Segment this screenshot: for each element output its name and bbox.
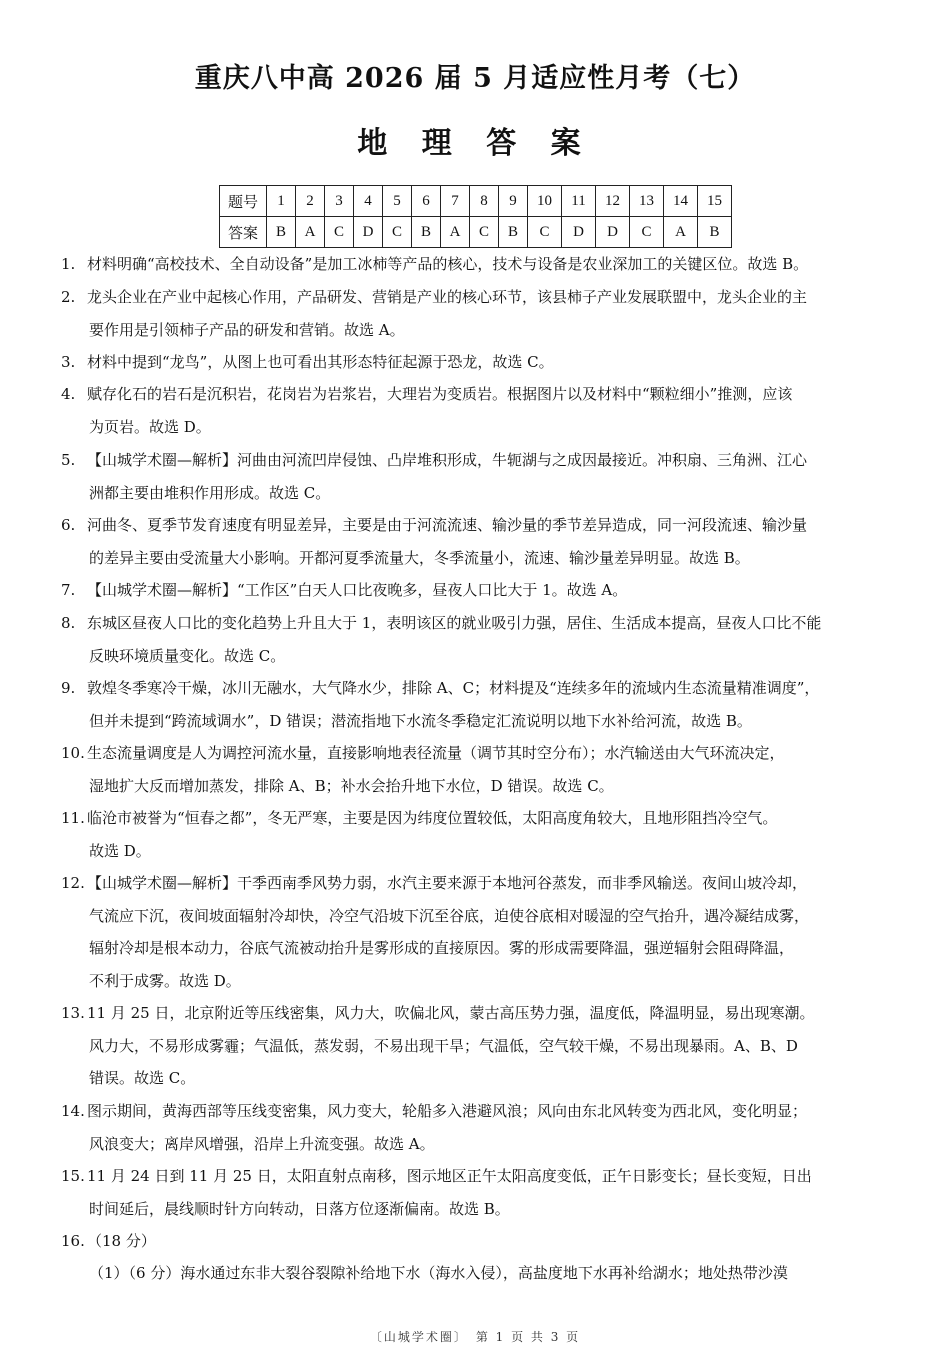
explanation-5	[61, 444, 889, 509]
explanation-3	[61, 346, 889, 379]
explanation-number: 11.	[61, 809, 85, 827]
answer-table	[219, 185, 732, 248]
question-number: 4	[354, 186, 383, 217]
explanation-text: 风浪变大；离岸风增强，沿岸上升流变强。故选 A。	[89, 1134, 435, 1153]
explanation-text: 材料中提到“龙鸟”，从图上也可看出其形态特征起源于恐龙，故选 C。	[87, 353, 554, 371]
explanation-9	[61, 672, 889, 737]
answer-row	[220, 217, 732, 248]
explanation-text: 辐射冷却是根本动力，谷底气流被动抬升是雾形成的直接原因。雾的形成需要降温，强逆辐射会阻碍降温，	[89, 939, 795, 957]
explanation-number: 7.	[61, 581, 76, 599]
explanation-6	[61, 509, 889, 574]
answer-cell: A	[664, 217, 698, 248]
question-number: 11	[562, 186, 596, 217]
explanation-number: 2.	[61, 288, 76, 306]
question-number: 9	[499, 186, 528, 217]
explanation-number: 10.	[61, 744, 85, 762]
explanation-14	[61, 1095, 889, 1160]
explanation-11	[61, 802, 889, 867]
explanation-text: 的差异主要由受流量大小影响。开都河夏季流量大，冬季流量小，流速、输沙量差异明显。故选 B。	[89, 548, 750, 567]
question-number: 13	[630, 186, 664, 217]
explanation-text: 湿地扩大反而增加蒸发，排除 A、B；补水会抬升地下水位，D 错误。故选 C。	[89, 776, 614, 795]
question-number: 7	[441, 186, 470, 217]
explanation-text: 【山城学术圈—解析】干季西南季风势力弱，水汽主要来源于本地河谷蒸发，而非季风输送。夜间山坡冷却，	[87, 874, 808, 892]
explanation-text: 但并未提到“跨流域调水”，D 错误；潜流指地下水流冬季稳定汇流说明以地下水补给河流，故选 B。	[89, 711, 752, 730]
explanation-text: 赋存化石的岩石是沉积岩，花岗岩为岩浆岩，大理岩为变质岩。根据图片以及材料中“颗粒细小”推测，应该	[87, 385, 793, 403]
explanation-text: 反映环境质量变化。故选 C。	[89, 646, 286, 665]
explanation-16-part-1	[61, 1257, 889, 1290]
answer-cell: A	[296, 217, 325, 248]
explanation-text: 【山城学术圈—解析】河曲由河流凹岸侵蚀、凸岸堆积形成，牛轭湖与之成因最接近。冲积扇、三角洲、江心	[87, 451, 808, 469]
explanation-text: 时间延后，晨线顺时针方向转动，日落方位逐渐偏南。故选 B。	[89, 1199, 510, 1218]
explanation-text: 错误。故选 C。	[89, 1069, 196, 1087]
explanation-text: 11 月 25 日，北京附近等压线密集，风力大，吹偏北风，蒙古高压势力强，温度低，降温明显，易出现寒潮。	[87, 1004, 815, 1022]
explanation-number: 3.	[61, 353, 76, 371]
explanation-text: 洲都主要由堆积作用形成。故选 C。	[89, 483, 331, 502]
explanation-7	[61, 574, 889, 607]
explanation-text: 风力大，不易形成雾霾；气温低，蒸发弱，不易出现干旱；气温低，空气较干燥，不易出现暴雨。A、B、D	[89, 1036, 798, 1055]
explanation-4	[61, 378, 889, 443]
answer-cell: A	[441, 217, 470, 248]
explanation-text: 材料明确“高校技术、全自动设备”是加工冰柿等产品的核心，技术与设备是农业深加工的关键区位。故选 B。	[87, 255, 809, 273]
page-title: 重庆八中高 2026 届 5 月适应性月考（七）	[194, 63, 756, 94]
explanation-number: 13.	[61, 1004, 85, 1022]
explanation-number: 6.	[61, 516, 76, 534]
answer-cell: D	[562, 217, 596, 248]
answer-cell: B	[499, 217, 528, 248]
question-number: 2	[296, 186, 325, 217]
explanation-text: 临沧市被誉为“恒春之都”，冬无严寒，主要是因为纬度位置较低，太阳高度角较大，且地形阻挡冷空气。	[87, 809, 778, 827]
explanation-8	[61, 607, 889, 672]
explanation-16	[61, 1225, 889, 1258]
explanation-number: 1.	[61, 255, 76, 273]
explanation-text: 龙头企业在产业中起核心作用，产品研发、营销是产业的核心环节，该县柿子产业发展联盟中，龙头企业的主	[87, 288, 808, 306]
explanation-text: 气流应下沉，夜间坡面辐射冷却快，冷空气沿坡下沉至谷底，迫使谷底相对暖湿的空气抬升，遇冷凝结成雾，	[89, 906, 810, 925]
question-number: 6	[412, 186, 441, 217]
answer-cell: B	[267, 217, 296, 248]
explanation-number: 14.	[61, 1102, 85, 1120]
explanation-text: 要作用是引领柿子产品的研发和营销。故选 A。	[89, 320, 405, 339]
question-number: 5	[383, 186, 412, 217]
explanation-text: 【山城学术圈—解析】“工作区”白天人口比夜晚多，昼夜人口比大于 1。故选 A。	[87, 581, 628, 599]
explanation-number: 5.	[61, 451, 76, 469]
explanation-number: 12.	[61, 874, 85, 892]
answer-cell: C	[470, 217, 499, 248]
row-label-answer: 答案	[220, 217, 267, 248]
explanation-1	[61, 248, 889, 281]
explanation-15	[61, 1160, 889, 1225]
explanation-text: 东城区昼夜人口比的变化趋势上升且大于 1，表明该区的就业吸引力强，居住、生活成本提高，昼夜人口比不能	[87, 614, 822, 632]
question-number: 15	[698, 186, 732, 217]
explanation-2	[61, 281, 889, 346]
answer-cell: D	[596, 217, 630, 248]
explanation-text: 河曲冬、夏季节发育速度有明显差异，主要是由于河流流速、输沙量的季节差异造成，同一河段流速、输沙量	[87, 516, 808, 534]
answer-cell: B	[698, 217, 732, 248]
page-footer: 〔山城学术圈〕 第 1 页 共 3 页	[369, 1330, 581, 1344]
question-number: 10	[528, 186, 562, 217]
explanation-text: 生态流量调度是人为调控河流水量，直接影响地表径流量（调节其时空分布）；水汽输送由大气环流决定，	[87, 744, 785, 762]
explanation-text: 图示期间，黄海西部等压线变密集，风力变大，轮船多入港避风浪；风向由东北风转变为西北风，变化明显；	[87, 1102, 808, 1120]
page-subtitle: 地 理 答 案	[357, 126, 593, 161]
explanation-text: 不利于成雾。故选 D。	[89, 971, 241, 990]
explanation-number: 4.	[61, 385, 76, 403]
question-number: 12	[596, 186, 630, 217]
explanation-number: 16.	[61, 1232, 85, 1250]
explanation-text: （18 分）	[87, 1232, 156, 1250]
question-number: 3	[325, 186, 354, 217]
question-number: 1	[267, 186, 296, 217]
question-number: 8	[470, 186, 499, 217]
explanation-10	[61, 737, 889, 802]
answer-cell: C	[383, 217, 412, 248]
explanation-text: （1）（6 分）海水通过东非大裂谷裂隙补给地下水（海水入侵），高盐度地下水再补给湖水；地处热带沙漠	[89, 1264, 788, 1282]
question-number: 14	[664, 186, 698, 217]
explanation-number: 8.	[61, 614, 76, 632]
explanation-text: 故选 D。	[89, 841, 151, 860]
question-number-row	[220, 186, 732, 217]
explanation-text: 敦煌冬季寒冷干燥，冰川无融水，大气降水少，排除 A、C；材料提及“连续多年的流域内生态流量精准调度”，	[87, 679, 820, 697]
answer-cell: C	[630, 217, 664, 248]
explanation-number: 15.	[61, 1167, 85, 1185]
answer-cell: D	[354, 217, 383, 248]
explanation-number: 9.	[61, 679, 76, 697]
answer-cell: C	[325, 217, 354, 248]
explanation-13	[61, 997, 889, 1095]
row-label-number: 题号	[220, 186, 267, 217]
explanation-12	[61, 867, 889, 997]
answer-cell: C	[528, 217, 562, 248]
answer-cell: B	[412, 217, 441, 248]
explanation-text: 11 月 24 日到 11 月 25 日，太阳直射点南移，图示地区正午太阳高度变低，正午日影变长；昼长变短，日出	[87, 1167, 812, 1185]
explanation-text: 为页岩。故选 D。	[89, 417, 211, 436]
